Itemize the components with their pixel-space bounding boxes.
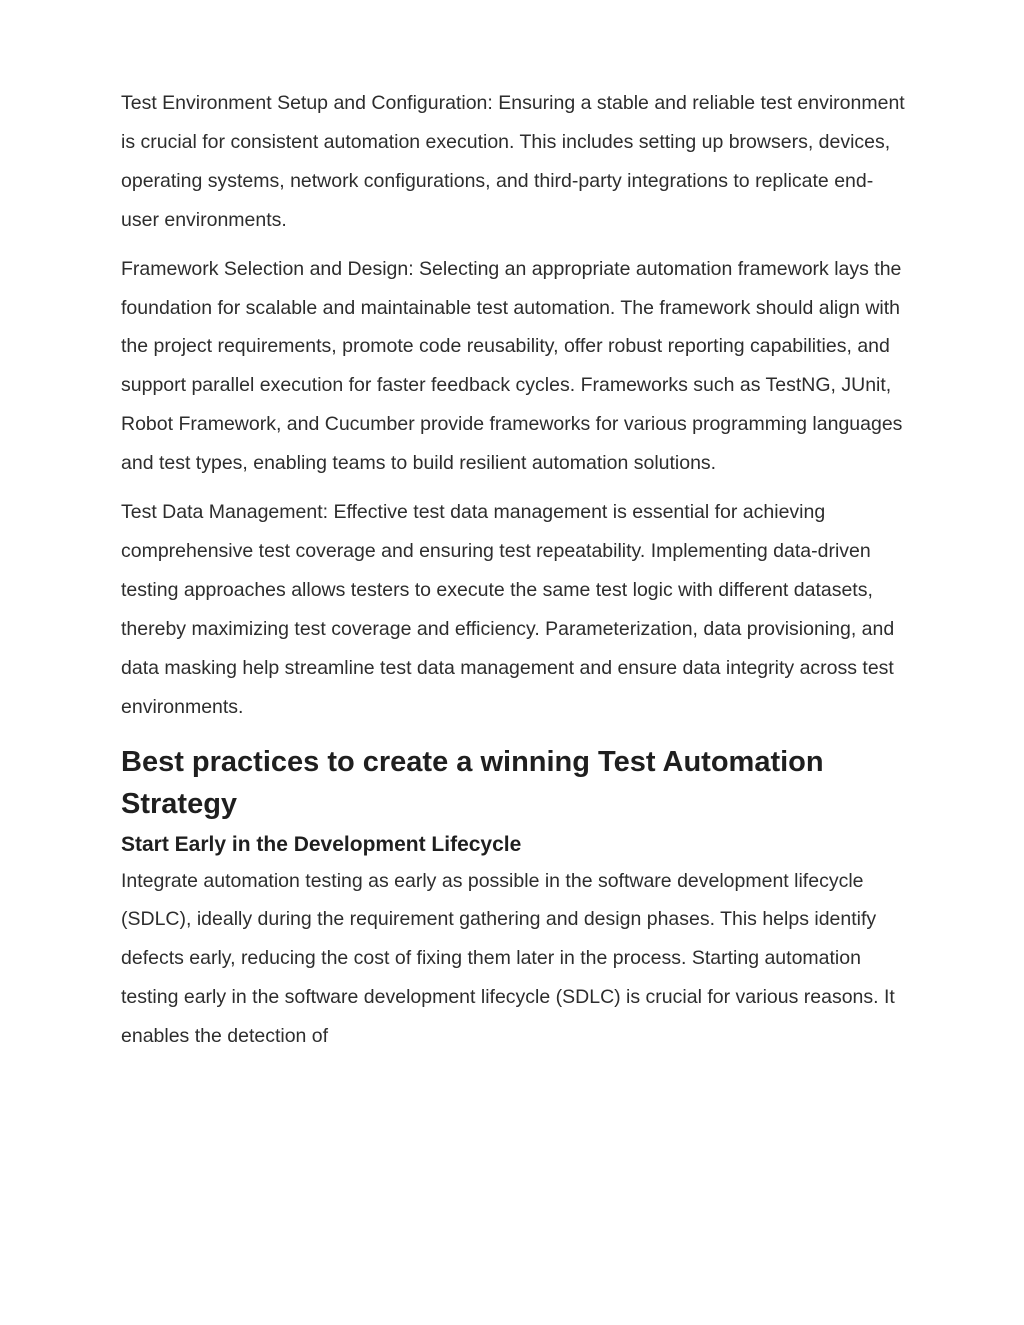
subsection-heading-start-early: Start Early in the Development Lifecycle: [121, 832, 522, 856]
document-page: [121, 84, 911, 1066]
paragraph-framework-selection: Framework Selection and Design: Selecting an appropriate automation framework lays the foundation for scalable and maintainable test automation. The framework should align with the project requirements, promote code reusability, offer robust reporting capabilities, and support parallel execution for faster feedback cycles. Frameworks such as TestNG, JUnit, Robot Framework, and Cucumber provide frameworks for various programming languages and test types, enabling teams to build resilient automation solutions.: [121, 257, 903, 475]
section-heading-best-practices: Best practices to create a winning Test Automation Strategy: [121, 745, 824, 820]
paragraph-start-early: Integrate automation testing as early as possible in the software development lifecycle (SDLC), ideally during the requirement gathering and design phases. This helps identify defects early, reducing the cost of fixing them later in the process. Starting automation testing early in the software development lifecycle (SDLC) is crucial for various reasons. It enables the detection of: [121, 869, 895, 1048]
paragraph-test-environment-setup: Test Environment Setup and Configuration: Ensuring a stable and reliable test environment is crucial for consistent automation execution. This includes setting up browsers, devices, operating systems, network configurations, and third-party integrations to replicate end-user environments.: [121, 92, 905, 231]
paragraph-test-data-management: Test Data Management: Effective test data management is essential for achieving comprehensive test coverage and ensuring test repeatability. Implementing data-driven testing approaches allows testers to execute the same test logic with different datasets, thereby maximizing test coverage and efficiency. Parameterization, data provisioning, and data masking help streamline test data management and ensure data integrity across test environments.: [121, 501, 895, 718]
